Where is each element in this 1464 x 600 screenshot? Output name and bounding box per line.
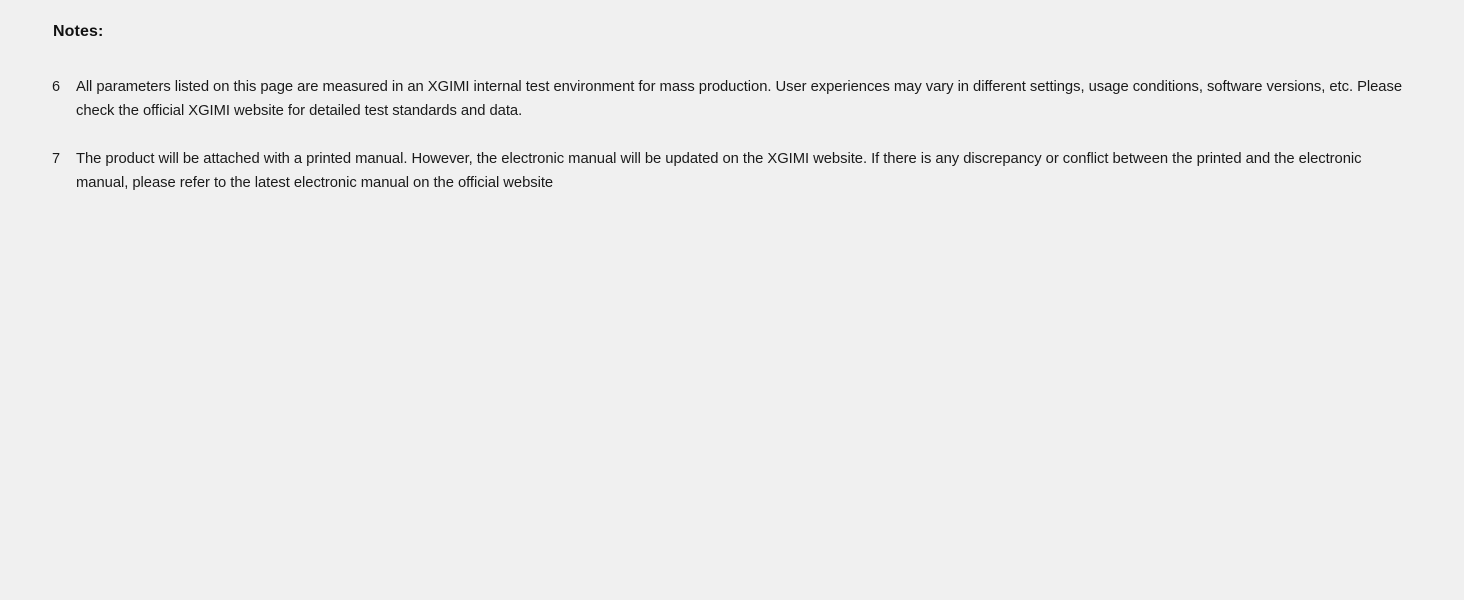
note-text: All parameters listed on this page are measured in an XGIMI internal test environment for mass production. User experiences may vary in different settings, usage conditions, software versions, etc. Please check the official XGIMI website for detailed test standards and data.	[76, 78, 1403, 119]
note-text: The product will be attached with a printed manual. However, the electronic manual will be updated on the XGIMI website. If there is any discrepancy or conflict between the printed and the electronic manual, please refer to the latest electronic manual on the official website	[76, 150, 1362, 191]
list-item	[52, 75, 1424, 123]
note-number: 7	[52, 150, 61, 167]
notes-list	[52, 75, 1424, 195]
note-number: 6	[52, 78, 61, 95]
page-title: Notes:	[53, 23, 104, 40]
list-item	[52, 147, 1424, 195]
